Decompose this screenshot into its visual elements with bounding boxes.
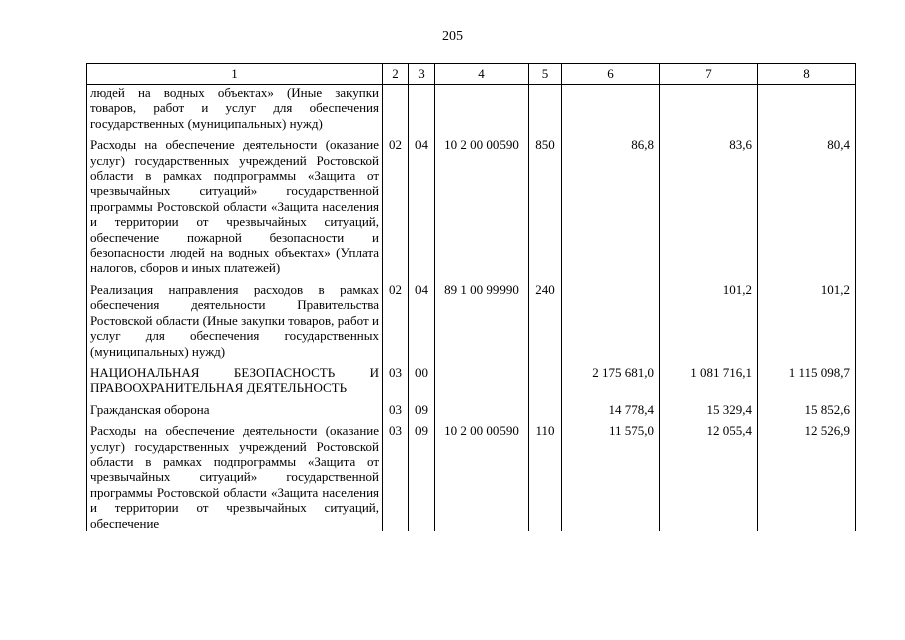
table-header	[87, 64, 856, 85]
row-amount-year-1	[562, 85, 660, 136]
row-target-article: 89 1 00 99990	[435, 280, 529, 363]
row-description: Гражданская оборона	[87, 400, 383, 421]
row-amount-year-3: 12 526,9	[758, 421, 856, 531]
row-amount-year-1: 86,8	[562, 135, 660, 280]
row-description: людей на водных объектах» (Иные закупки товаров, работ и услуг для обеспечения государственных (муниципальных) нужд)	[87, 85, 383, 136]
header-col-7: 7	[660, 64, 758, 85]
row-amount-year-2: 12 055,4	[660, 421, 758, 531]
row-amount-year-1: 2 175 681,0	[562, 363, 660, 400]
row-amount-year-3	[758, 85, 856, 136]
row-section-code: 02	[383, 135, 409, 280]
row-expense-type	[529, 363, 562, 400]
row-expense-type: 850	[529, 135, 562, 280]
row-description: Расходы на обеспечение деятельности (оказание услуг) государственных учреждений Ростовской области в рамках подпрограммы «Защита от чрезвычайных ситуаций» государственной программы Ростовской области «Защита населения и территории от чрезвычайных ситуаций, обеспечение	[87, 421, 383, 531]
row-amount-year-2	[660, 85, 758, 136]
header-col-3: 3	[409, 64, 435, 85]
row-amount-year-1: 11 575,0	[562, 421, 660, 531]
row-subsection-code: 00	[409, 363, 435, 400]
row-target-article	[435, 363, 529, 400]
row-expense-type: 110	[529, 421, 562, 531]
header-col-6: 6	[562, 64, 660, 85]
row-description: Реализация направления расходов в рамках обеспечения деятельности Правительства Ростовской области (Иные закупки товаров, работ и услуг для обеспечения государственных (муниципальных) нужд)	[87, 280, 383, 363]
row-description: НАЦИОНАЛЬНАЯ БЕЗОПАСНОСТЬ И ПРАВООХРАНИТЕЛЬНАЯ ДЕЯТЕЛЬНОСТЬ	[87, 363, 383, 400]
budget-table	[86, 63, 856, 531]
row-amount-year-1	[562, 280, 660, 363]
row-expense-type	[529, 85, 562, 136]
row-amount-year-2: 15 329,4	[660, 400, 758, 421]
row-amount-year-3: 15 852,6	[758, 400, 856, 421]
table-body	[87, 85, 856, 531]
row-target-article	[435, 85, 529, 136]
row-section-code: 03	[383, 421, 409, 531]
header-col-8: 8	[758, 64, 856, 85]
header-col-5: 5	[529, 64, 562, 85]
header-col-2: 2	[383, 64, 409, 85]
row-amount-year-3: 80,4	[758, 135, 856, 280]
row-expense-type	[529, 400, 562, 421]
table-row	[87, 400, 856, 421]
row-target-article	[435, 400, 529, 421]
row-subsection-code: 04	[409, 280, 435, 363]
row-amount-year-3: 101,2	[758, 280, 856, 363]
row-subsection-code	[409, 85, 435, 136]
row-subsection-code: 09	[409, 400, 435, 421]
page-number: 205	[442, 29, 463, 44]
row-section-code: 03	[383, 363, 409, 400]
row-expense-type: 240	[529, 280, 562, 363]
row-subsection-code: 09	[409, 421, 435, 531]
row-subsection-code: 04	[409, 135, 435, 280]
table-row	[87, 421, 856, 531]
row-target-article: 10 2 00 00590	[435, 421, 529, 531]
header-col-1: 1	[87, 64, 383, 85]
row-amount-year-2: 1 081 716,1	[660, 363, 758, 400]
table-row	[87, 135, 856, 280]
header-row	[87, 64, 856, 85]
row-section-code: 02	[383, 280, 409, 363]
header-col-4: 4	[435, 64, 529, 85]
table-row	[87, 280, 856, 363]
table-row	[87, 85, 856, 136]
row-amount-year-2: 101,2	[660, 280, 758, 363]
row-amount-year-1: 14 778,4	[562, 400, 660, 421]
row-amount-year-3: 1 115 098,7	[758, 363, 856, 400]
table-row	[87, 363, 856, 400]
row-section-code: 03	[383, 400, 409, 421]
row-description: Расходы на обеспечение деятельности (оказание услуг) государственных учреждений Ростовской области в рамках подпрограммы «Защита от чрезвычайных ситуаций» государственной программы Ростовской области «Защита населения и территории от чрезвычайных ситуаций, обеспечение пожарной безопасности и безопасности людей на водных объектах» (Уплата налогов, сборов и иных платежей)	[87, 135, 383, 280]
row-target-article: 10 2 00 00590	[435, 135, 529, 280]
row-section-code	[383, 85, 409, 136]
row-amount-year-2: 83,6	[660, 135, 758, 280]
